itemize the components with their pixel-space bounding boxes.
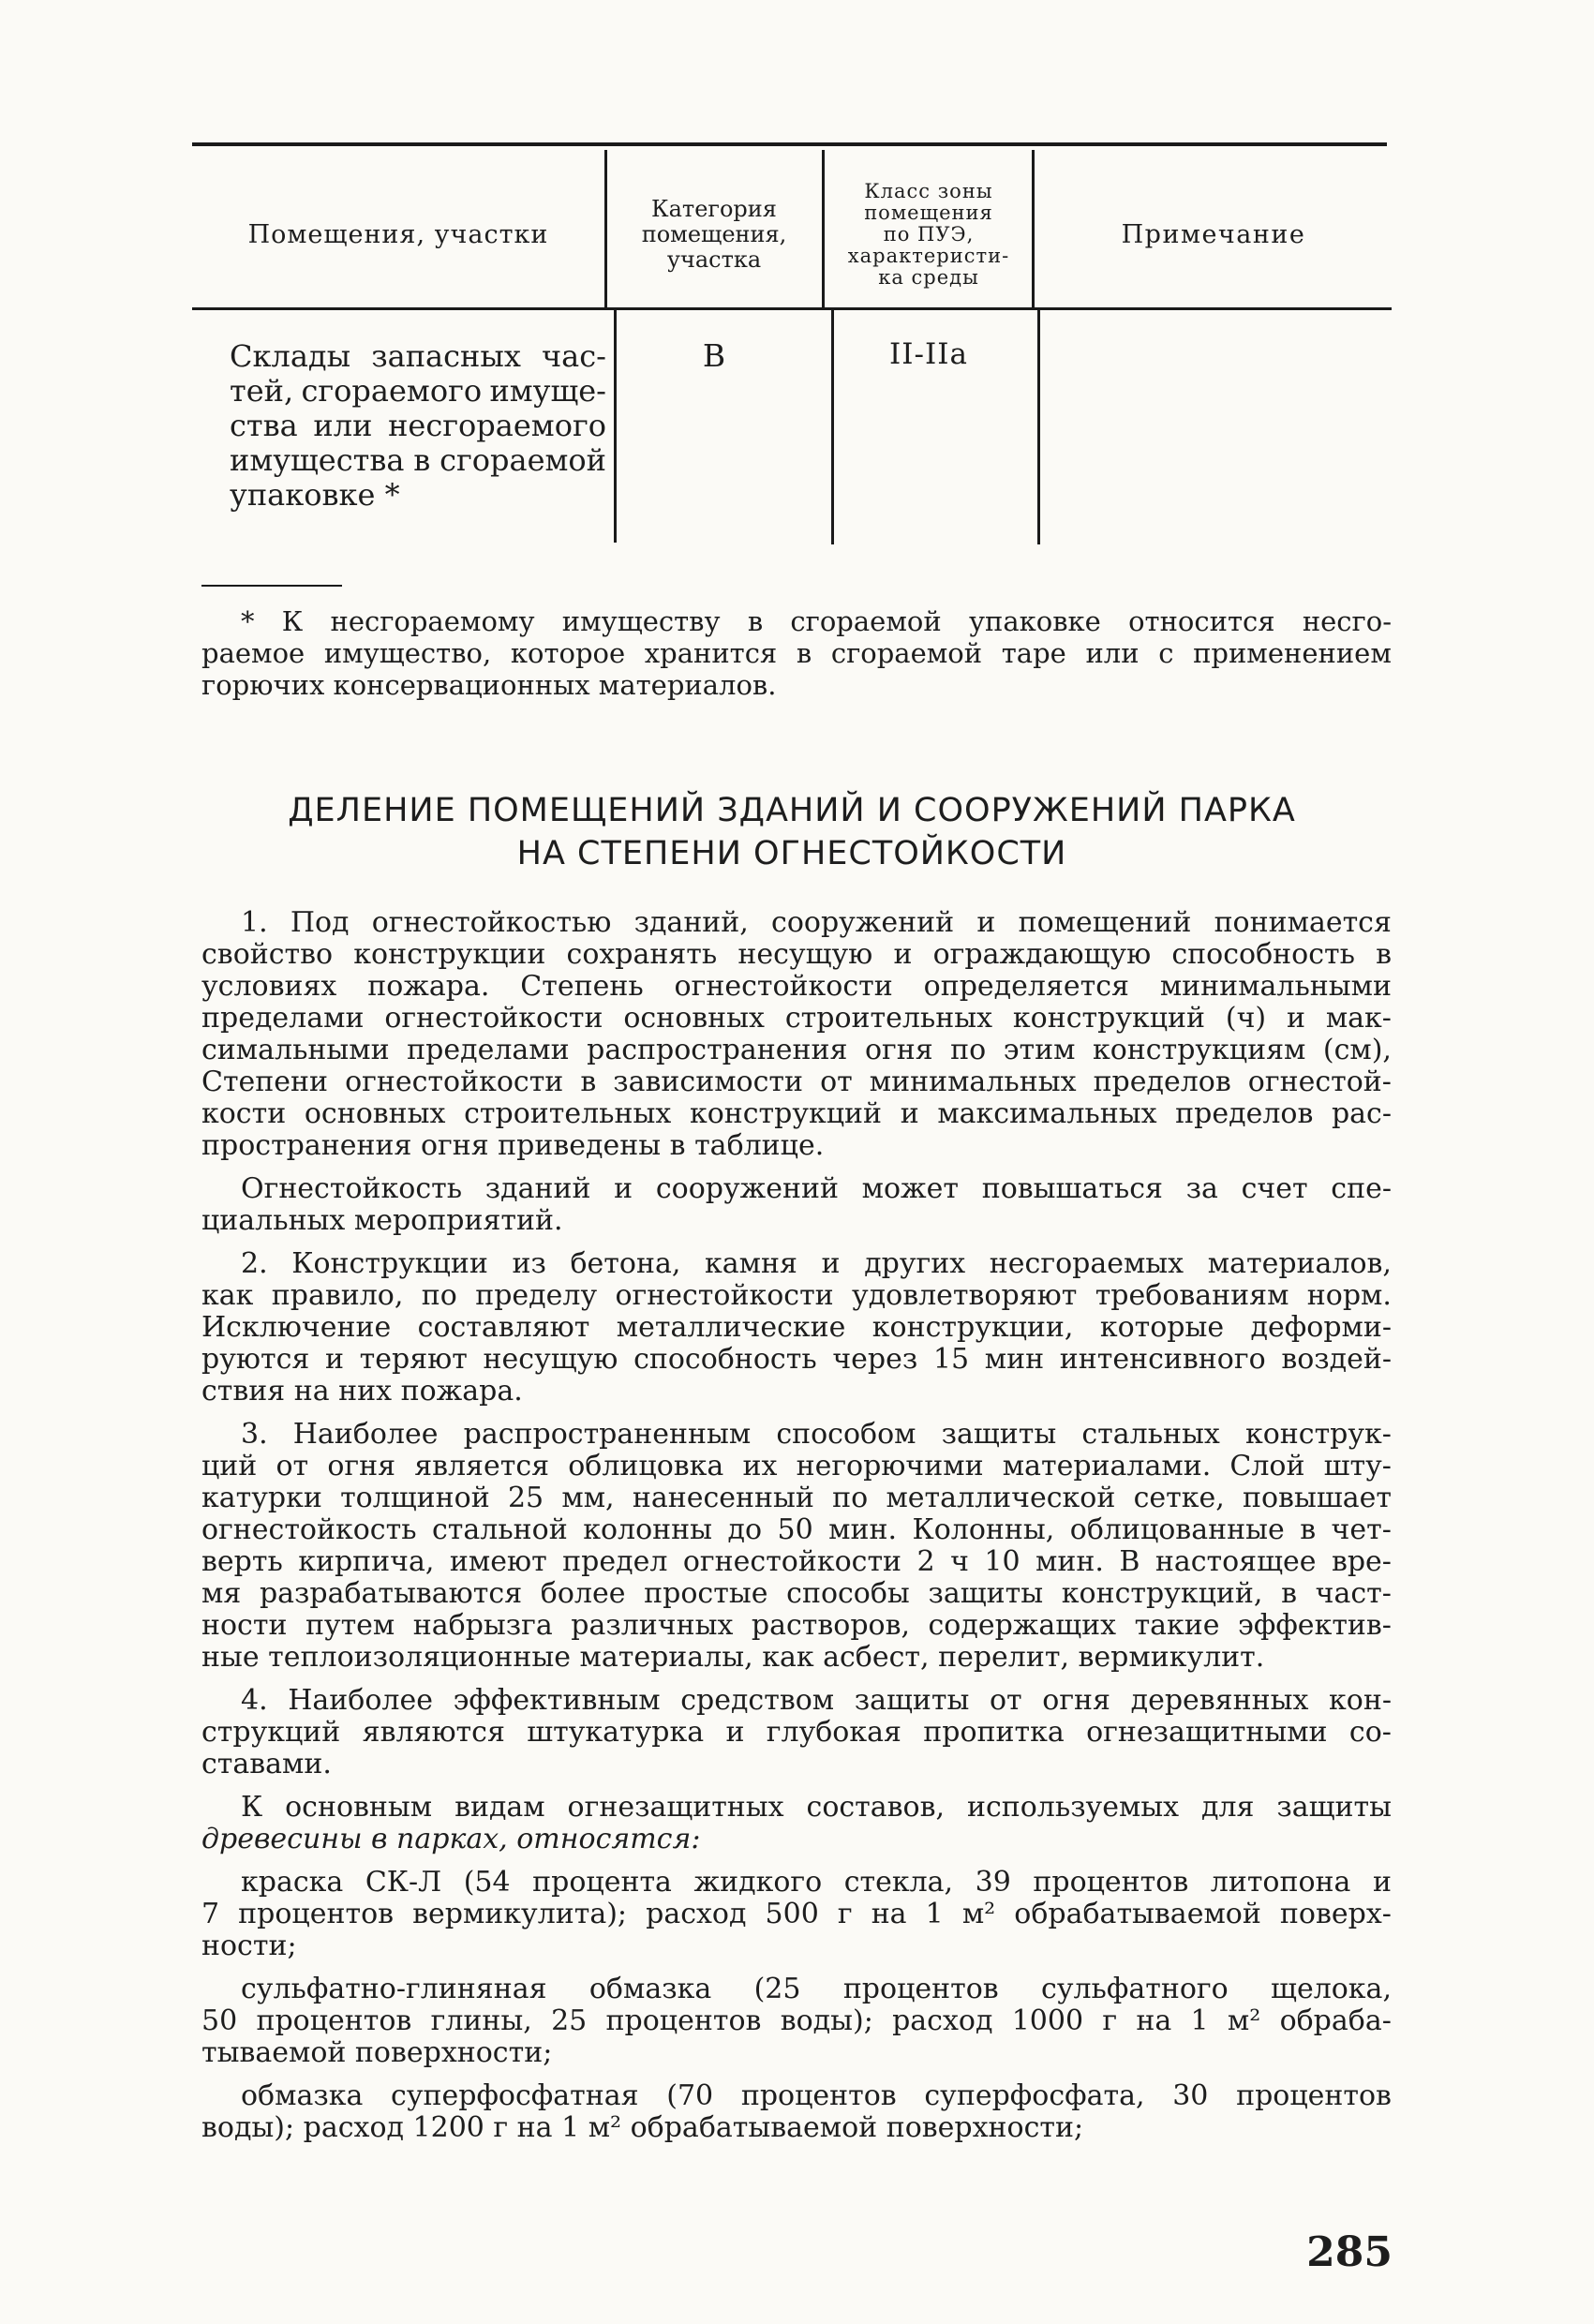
paragraph-line: ствия на них пожара.	[201, 1375, 523, 1408]
paragraph-line: Степени огнестойкости в зависимости от минимальных пределов огнестой-	[201, 1065, 1392, 1098]
paragraph-line: кости основных строительных конструкций и максимальных пределов рас-	[201, 1097, 1392, 1130]
paragraph-line: 4. Наиболее эффективным средством защиты от огня деревянных кон-	[241, 1684, 1392, 1717]
paragraph	[201, 2080, 1392, 2144]
column-divider	[1037, 310, 1040, 544]
heading-line: НА СТЕПЕНИ ОГНЕСТОЙКОСТИ	[516, 835, 1067, 872]
footnote-line: * К несгораемому имуществу в сгораемой упаковке относится несго-	[241, 605, 1392, 637]
table-row-category: В	[702, 337, 726, 374]
paragraph-line: условиях пожара. Степень огнестойкости определяется минимальными	[201, 970, 1392, 1003]
footnote	[201, 605, 1392, 701]
paragraph-line: воды); расход 1200 г на 1 м² обрабатываемой поверхности;	[201, 2111, 1084, 2144]
paragraph-line: свойство конструкции сохранять несущую и ограждающую способность в	[201, 938, 1392, 971]
paragraph-line: струкций являются штукатурка и глубокая пропитка огнезащитными со-	[201, 1716, 1392, 1749]
paragraph-line: циальных мероприятий.	[201, 1204, 563, 1237]
body-text	[201, 907, 1392, 2155]
paragraph-line: 7 процентов вермикулита); расход 500 г на 1 м² обрабатываемой поверх-	[201, 1898, 1392, 1930]
paragraph-line: огнестойкость стальной колонны до 50 мин. Колонны, облицованные в чет-	[201, 1513, 1392, 1546]
paragraph-line: ности путем набрызга различных растворов, содержащих такие эффектив-	[201, 1609, 1392, 1642]
paragraph-line: руются и теряют несущую способность через 15 мин интенсивного воздей-	[201, 1343, 1392, 1376]
table-row-place	[230, 339, 606, 513]
paragraph-line: Исключение составляют металлические конструкции, которые деформи-	[201, 1311, 1392, 1344]
paragraph-line: мя разрабатываются более простые способы защиты конструкций, в част-	[201, 1577, 1392, 1610]
paragraph-line: пространения огня приведены в таблице.	[201, 1129, 825, 1162]
heading-line: ДЕЛЕНИЕ ПОМЕЩЕНИЙ ЗДАНИЙ И СООРУЖЕНИЙ ПАРКА	[288, 792, 1296, 829]
place-line: тей, сгораемого имуще-	[230, 373, 606, 409]
paragraph-line: ставами.	[201, 1748, 332, 1780]
paragraph	[201, 1419, 1392, 1674]
paragraph-line: как правило, по пределу огнестойкости удовлетворяют требованиям норм.	[201, 1279, 1392, 1312]
paragraph	[201, 907, 1392, 1162]
footnote-line: горючих консервационных материалов.	[201, 669, 777, 701]
paragraph-line: тываемой поверхности;	[201, 2036, 553, 2069]
paragraph	[201, 1792, 1392, 1855]
paragraph	[201, 1867, 1392, 1962]
footnote-rule	[201, 585, 342, 587]
table-top-rule	[192, 142, 1387, 146]
page-number: 285	[1306, 2228, 1393, 2276]
paragraph-line: Огнестойкость зданий и сооружений может повышаться за счет спе-	[241, 1172, 1392, 1205]
paragraph-line: ности;	[201, 1929, 297, 1962]
paragraph-line: симальными пределами распространения огня по этим конструкциям (см),	[201, 1034, 1392, 1066]
header-places: Помещения, участки	[247, 219, 549, 249]
paragraph-line: краска СК-Л (54 процента жидкого стекла, 39 процентов литопона и	[241, 1866, 1392, 1899]
paragraph-line: К основным видам огнезащитных составов, используемых для защиты	[241, 1791, 1392, 1824]
header-category: Категория помещения, участка	[641, 195, 787, 273]
paragraph-line: сульфатно-глиняная обмазка (25 процентов сульфатного щелока,	[241, 1973, 1392, 2005]
paragraph-line: пределами огнестойкости основных строительных конструкций (ч) и мак-	[201, 1002, 1392, 1035]
paragraph-line: ные теплоизоляционные материалы, как асбест, перелит, вермикулит.	[201, 1641, 1265, 1674]
paragraph-line: 3. Наиболее распространенным способом защиты стальных конструк-	[241, 1418, 1392, 1451]
header-note: Примечание	[1121, 219, 1306, 249]
paragraph-line: 1. Под огнестойкостью зданий, сооружений и помещений понимается	[241, 906, 1392, 939]
paragraph	[201, 1685, 1392, 1780]
paragraph-line: верть кирпича, имеют предел огнестойкости 2 ч 10 мин. В настоящее вре-	[201, 1545, 1392, 1578]
paragraph	[201, 1173, 1392, 1237]
header-zone-class: Класс зоны помещения по ПУЭ, характеристи- ка среды	[847, 179, 1010, 289]
paragraph	[201, 1974, 1392, 2069]
paragraph	[201, 1248, 1392, 1408]
paragraph-line: обмазка суперфосфатная (70 процентов суперфосфата, 30 процентов	[241, 2079, 1392, 2112]
rooms-table	[192, 131, 1392, 558]
place-line: имущества в сгораемой	[230, 442, 606, 478]
place-line: ства или несгораемого	[230, 408, 606, 443]
place-line: упаковке *	[230, 477, 400, 513]
table-header-rule	[192, 307, 1392, 310]
section-heading	[192, 789, 1392, 875]
paragraph-line: 50 процентов глины, 25 процентов воды); расход 1000 г на 1 м² обраба-	[201, 2004, 1392, 2037]
paragraph-line: ций от огня является облицовка их негорючими материалами. Слой шту-	[201, 1450, 1392, 1482]
paragraph-line: древесины в парках, относятся:	[201, 1823, 701, 1855]
paragraph-line: 2. Конструкции из бетона, камня и других несгораемых материалов,	[241, 1247, 1392, 1280]
place-line: Склады запасных час-	[230, 338, 606, 374]
footnote-line: раемое имущество, которое хранится в сгораемой таре или с применением	[201, 637, 1392, 669]
table-row-zone-class: II-IIa	[889, 337, 968, 371]
paragraph-line: катурки толщиной 25 мм, нанесенный по металлической сетке, повышает	[201, 1482, 1392, 1514]
